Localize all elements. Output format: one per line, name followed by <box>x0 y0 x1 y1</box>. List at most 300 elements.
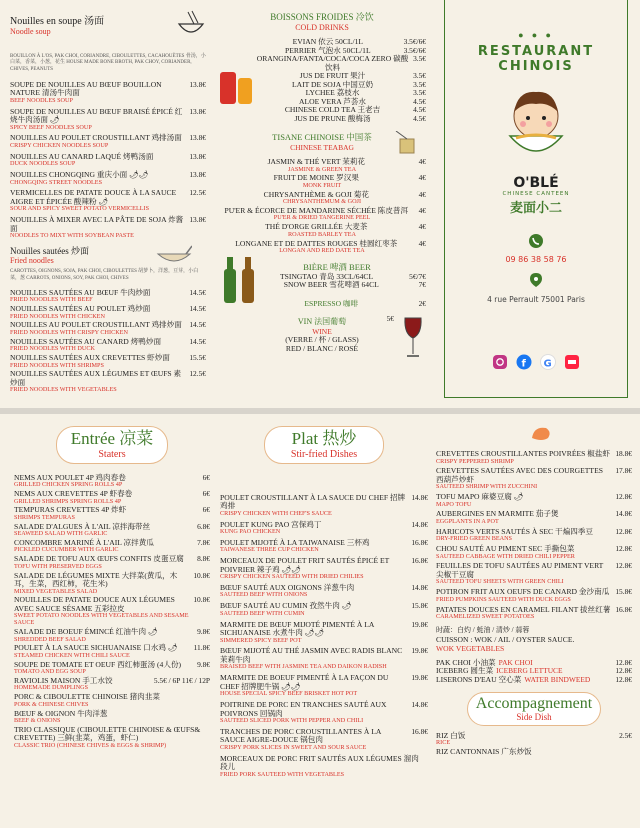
item-name: VERMICELLES DE PATATE DOUCE À LA SAUCE AIGRE ET ÉPICÉE 酸辣粉 🌶 <box>10 188 177 206</box>
item-english-name: PAK CHOI <box>498 657 533 667</box>
brand-line2: CHINOIS <box>498 59 574 74</box>
fried-noodles-item <box>10 338 206 353</box>
item-price: 18.8€ <box>615 449 632 458</box>
item-name: JUS DE FRUIT 果汁 <box>299 71 366 80</box>
item-price: 14.8€ <box>411 582 428 592</box>
soda-cans-icon <box>218 68 258 108</box>
item-english-name: TOMATO AND EGG SOUP <box>14 668 86 676</box>
noodle-soup-title: Nouilles en soupe 汤面 <box>10 16 105 27</box>
starter-item <box>14 539 210 554</box>
starter-item <box>14 490 210 505</box>
item-name: FEUILLES DE TOFU SAUTÉES AU PIMENT VERT 尖椒干豆腐 <box>436 561 604 579</box>
item-name: CHRYSANTHÈME & GOJI 菊花 <box>263 189 369 199</box>
item-english-name: CLASSIC TRIO (CHINESE CHIVES & EGGS & SHRIMP) <box>14 741 167 749</box>
item-name: MORCEAUX DE PORC FRIT SAUTÉS AUX LÉGUMES 溜肉段儿 <box>220 753 419 772</box>
item-row <box>14 572 210 589</box>
stirfried-badge <box>264 426 384 464</box>
item-row <box>256 55 426 72</box>
item-english-name: SOUR AND SPICY SWEET POTATO VERMICELLIS <box>10 205 150 213</box>
item-price: 14.5€ <box>189 320 206 330</box>
item-price: 13.8€ <box>189 106 206 116</box>
item-english-name: MIXED VEGETABLES SALAD <box>14 587 98 595</box>
fried-noodles-desc: CAROTTES, OIGNONS, SOJA, PAK CHOI, CIBOULETTES 胡萝卜，洋葱，豆芽，小白菜，葱 CARROTS, ONIONS, SOY, PAK CHOI, CHIVES <box>10 269 199 281</box>
stirfried-list <box>220 494 428 779</box>
item-name: JUS DE PRUNE 酸梅汤 <box>294 113 371 123</box>
item-name: ICEBERG 圆生菜 ICEBERG LETTUCE <box>436 666 563 676</box>
item-english-name: MAPO TOFU <box>436 500 472 508</box>
brand-column <box>444 0 628 408</box>
teabag-icon <box>392 131 420 157</box>
fried-noodles-item <box>10 305 206 320</box>
svg-text:f: f <box>521 358 526 370</box>
item-row <box>248 281 426 290</box>
item-english-name: SAUTEED SHRIMP WITH ZUCCHINI <box>436 483 538 491</box>
item-name: POULET MIJOTÉ À LA TAIWANAISE 三杯鸡 <box>220 537 370 547</box>
noodle-soup-desc: BOUILLON À L'OS, PAK CHOI, CORIANDRE, CIBOULETTES, CACAHOUÈTES 骨汤，小白菜，香菜，小葱，花生 HOUSE MADE BONE BROTH, PAK CHOY, CORIANDER, CHIVES, PEANUTS <box>10 54 206 72</box>
espresso-name: ESPRESSO 咖啡 <box>304 298 359 308</box>
brand-dots: ● ● ● <box>518 30 554 40</box>
item-name: TSINGTAO 青岛 33CL/64CL <box>280 271 374 281</box>
item-name: NOUILLES SAUTÉES AUX LÉGUMES ET ŒUFS 素炒面 <box>10 369 182 387</box>
cold-drink-item <box>256 115 426 124</box>
item-name: PAK CHOI 小油菜 PAK CHOI <box>436 657 533 667</box>
item-price: 11.8€ <box>193 643 210 653</box>
item-price: 13.8€ <box>189 133 206 143</box>
item-price: 6.8€ <box>197 521 210 531</box>
item-name: NOUILLES SAUTÉES AUX CREVETTES 虾炒面 <box>10 353 170 363</box>
wok-vegetables-list <box>436 659 632 685</box>
item-english-name: LONGAN AND RED DATE TEA <box>279 247 365 255</box>
noodle-soup-item <box>10 189 206 213</box>
item-row <box>436 748 632 757</box>
item-price: 12.8€ <box>615 526 632 536</box>
item-english-name: FRIED PUMPKINS SAUTEED WITH DUCK EGGS <box>436 595 571 603</box>
item-name: TOFU MAPO 麻婆豆腐 🌶 <box>436 492 524 502</box>
starter-item <box>14 555 210 570</box>
item-name: CONCOMBRE MARINÉ À L'AIL 凉拌黄瓜 <box>14 537 154 547</box>
noodle-soup-subtitle: Noodle soup <box>10 26 51 36</box>
fried-noodles-item <box>10 289 206 304</box>
item-english-name: GRILLED SHRIMPS SPRING ROLLS 4P <box>14 497 122 505</box>
right-dishes-list <box>436 450 632 621</box>
item-price: 13.8€ <box>189 170 206 179</box>
noodle-soup-item <box>10 134 206 149</box>
item-price: 12.8€ <box>615 674 632 684</box>
stirfried-item <box>220 539 428 554</box>
item-english-name: CARAMELIZED SWEET POTATOES <box>436 613 535 620</box>
brand-cn-name: 麦面小二 <box>509 200 562 215</box>
item-price: 6€ <box>202 472 210 482</box>
menu-page-dishes <box>0 414 640 828</box>
item-name: FRUIT DE MOINE 罗汉果 <box>273 173 359 183</box>
item-name: NOUILLES CHONGQING 重庆小面 🌶🌶 <box>10 170 149 179</box>
item-price: 16.8€ <box>615 604 632 614</box>
item-name: SOUPE DE TOMATE ET OEUF 西红柿蛋汤 (4人份) <box>14 659 182 669</box>
item-english-name: TOFU WITH PRESERVED EGGS <box>14 562 102 570</box>
item-price: 7€ <box>418 280 426 290</box>
address-text[interactable]: 4 rue Perrault 75001 Paris <box>487 295 585 304</box>
item-name: HARICOTS VERTS SAUTÉS À SEC 干煸四季豆 <box>436 526 593 536</box>
item-price: 16.8€ <box>411 537 428 547</box>
item-english-name: FRIED NOODLES WITH CRISPY CHICKEN <box>10 328 128 336</box>
teabag-title: TISANE CHINOISE 中国茶 <box>272 132 372 142</box>
noodle-column <box>10 0 206 408</box>
item-price: 13.8€ <box>189 215 206 225</box>
starter-item <box>14 677 210 692</box>
item-price: 7.8€ <box>197 537 210 547</box>
stirfried-item <box>220 557 428 581</box>
cold-drinks-subtitle: COLD DRINKS <box>295 23 349 32</box>
noodle-soup-item <box>10 216 206 240</box>
item-row <box>220 621 428 638</box>
phone-number[interactable]: 09 86 38 58 76 <box>505 255 567 264</box>
wok-cooking-fr: CUISSON : WOK / AIL / OYSTER SAUCE. <box>436 634 575 644</box>
item-name: MORCEAUX DE POULET FRIT SAUTÉS ÉPICÉ ET POIVRIER 辣子鸡 🌶🌶 <box>220 556 390 574</box>
wine-title: VIN 法国葡萄 <box>297 317 347 327</box>
item-price: 6€ <box>202 505 210 515</box>
item-row <box>14 596 210 613</box>
teabag-list <box>218 158 426 255</box>
item-name: BŒUF SAUTÉ AU CUMIN 孜然牛肉 🌶 <box>220 601 352 611</box>
item-row <box>220 728 428 745</box>
item-row <box>436 676 632 685</box>
right-dish-item <box>436 450 632 465</box>
wine-glass: (VERRE / 杯 / GLASS) <box>285 335 359 345</box>
item-row <box>220 647 428 664</box>
item-price: 5.5€ / 6P 11€ / 12P <box>153 675 210 685</box>
item-name: CREVETTES SAUTÉES AVEC DES COURGETTES 西葫芦炒虾 <box>436 466 603 484</box>
cold-drink-item <box>256 55 426 72</box>
item-name: RIZ CANTONNAIS 广东炒饭 <box>436 747 532 757</box>
item-name: LONGANE ET DE DATTES ROUGES 桂圆红枣茶 <box>235 238 398 248</box>
starter-item <box>14 726 210 750</box>
item-name: BŒUF & OIGNON 牛肉洋葱 <box>14 708 108 718</box>
stirfried-item <box>220 647 428 671</box>
starters-title: Entrée 凉菜 <box>70 429 154 448</box>
stirfried-subtitle: Stir-fried Dishes <box>290 448 358 460</box>
item-name: NOUILLES AU CANARD LAQUÉ 烤鸭汤面 <box>10 151 154 161</box>
item-price: 3.5€/6€ <box>403 45 426 55</box>
item-english-name: PICKLED CUCUMBER WITH GARLIC <box>14 546 119 554</box>
item-price: 3.5€ <box>413 88 426 97</box>
item-price: 16.8€ <box>411 726 428 736</box>
item-english-name: HOUSE SPECIAL SPICY BEEF BRISKET HOT POT <box>220 690 358 698</box>
svg-text:G: G <box>543 358 552 370</box>
side-dish-item <box>436 732 632 747</box>
item-name: NOUILLES AU POULET CROUSTILLANT 鸡排炒面 <box>10 320 182 330</box>
item-english-name: CHONGQING STREET NOODLES <box>10 178 103 186</box>
item-row <box>10 81 206 98</box>
item-english-name: SAUTEED CABBAGE WITH DRIED CHILI PEPPER <box>436 552 575 560</box>
item-price: 8.8€ <box>197 554 210 564</box>
noodle-soup-item <box>10 153 206 168</box>
item-row <box>10 216 206 233</box>
item-row <box>436 562 632 579</box>
item-price: 2.5€ <box>619 730 632 740</box>
wok-vegetables-subtitle: WOK VEGETABLES <box>436 643 505 653</box>
item-english-name: SPICY BEEF NOODLES SOUP <box>10 123 92 131</box>
side-dish-item <box>436 748 632 757</box>
right-dish-item <box>436 467 632 491</box>
item-price: 12.5€ <box>189 369 206 379</box>
stirfried-item <box>220 728 428 752</box>
item-name: BŒUF MIJOTÉ AU THÉ JASMIN AVEC RADIS BLANC 茉莉牛肉 <box>220 646 403 664</box>
item-english-name: SAUTEED BEEF WITH CUMIN <box>220 609 305 617</box>
item-english-name: STEAMED CHICKEN WITH CHILI SAUCE <box>14 651 130 659</box>
fried-noodles-item <box>10 321 206 336</box>
item-name: NOUILLES SAUTÉES AU CANARD 烤鸭炒面 <box>10 336 162 346</box>
item-name: POULET KUNG PAO 宫保鸡丁 <box>220 519 322 529</box>
item-name: MARMITE DE BŒUF MIJOTÉ PIMENTÉ À LA SICHUANAISE 水煮牛肉 🌶🌶 <box>220 619 374 638</box>
right-dishes-column <box>436 414 632 828</box>
right-dish-item <box>436 588 632 603</box>
wok-vegetables-block <box>436 625 632 685</box>
side-dish-list <box>436 732 632 757</box>
item-english-name: DUCK NOODLES SOUP <box>10 160 76 168</box>
right-dish-item <box>436 528 632 543</box>
item-english-name: TAIWANESE THREE CUP CHICKEN <box>220 546 319 554</box>
item-name: SNOW BEER 雪花啤酒 64CL <box>283 280 379 290</box>
item-price: 3.5€ <box>413 71 426 80</box>
item-name: SALADE D'ALGUES À L'AIL 凉拌海带丝 <box>14 521 151 531</box>
item-price: 19.8€ <box>411 646 428 656</box>
right-dish-item <box>436 493 632 508</box>
item-price: 3.5€ <box>413 54 426 63</box>
item-price: 12.5€ <box>189 188 206 198</box>
item-english-name: FRIED NOODLES WITH VEGETABLES <box>10 386 117 394</box>
wine-price: 5€ <box>386 314 394 324</box>
side-dish-badge <box>467 692 601 725</box>
item-row <box>436 467 632 484</box>
item-row <box>220 755 428 772</box>
item-english-name: FRIED NOODLES WITH CHICKEN <box>10 312 105 320</box>
cold-drinks-title: BOISSONS FROIDES 冷饮 <box>270 12 374 22</box>
wok-veg-item <box>436 676 632 685</box>
item-english-name: CHRYSANTHEMUM & GOJI <box>282 198 362 206</box>
item-price: 6€ <box>202 489 210 498</box>
item-english-name: PU'ER & DRIED TANGERINE PEEL <box>273 214 371 222</box>
item-name: PORC & CIBOULETTE CHINOISE 猪肉韭菜 <box>14 692 160 702</box>
item-english-name: CRISPY CHICKEN SAUTEED WITH DRIED CHILIES <box>220 573 364 581</box>
item-price: 15.8€ <box>615 587 632 597</box>
item-price: 14.8€ <box>411 519 428 529</box>
noodle-soup-item <box>10 81 206 105</box>
item-english-name: CRISPY CHICKEN NOODLES SOUP <box>10 141 109 149</box>
item-name: TEMPURAS CREVETTES 4P 炸虾 <box>14 505 127 515</box>
starters-badge <box>56 426 169 464</box>
fried-noodles-subtitle: Fried noodles <box>10 256 54 266</box>
item-price: 4.5€ <box>413 96 426 106</box>
item-english-name: SAUTEED SLICED PORK WITH PEPPER AND CHILI <box>220 717 364 724</box>
item-price: 5€/7€ <box>409 271 426 281</box>
stirfried-item <box>220 494 428 518</box>
item-row <box>436 732 632 741</box>
item-price: 4€ <box>418 238 426 248</box>
item-price: 14.8€ <box>411 492 428 502</box>
fried-noodles-title: Nouilles sautées 炒面 <box>10 245 89 256</box>
item-name: PERRIER 气泡水 50CL/1L <box>284 45 371 55</box>
item-english-name: SIMMERED SPICY BEEF POT <box>220 636 302 644</box>
item-price: 14.8€ <box>411 700 428 709</box>
stirfried-title: Plat 热炒 <box>291 429 357 448</box>
item-english-name: SAUTEED BEEF WITH ONIONS <box>220 591 308 599</box>
item-english-name: BRAISED BEEF WITH JASMINE TEA AND DAIKON RADISH <box>220 663 387 671</box>
starter-item <box>14 523 210 538</box>
noodle-soup-item <box>10 108 206 132</box>
starter-item <box>14 572 210 596</box>
starter-item <box>14 644 210 659</box>
item-name: THÉ D'ORGE GRILLÉE 大麦茶 <box>265 222 368 232</box>
stirfried-item <box>220 584 428 599</box>
item-row <box>10 370 206 387</box>
item-name: SALADE DE TOFU AUX ŒUFS CONFITS 皮蛋豆腐 <box>14 554 184 564</box>
fried-noodles-item <box>10 354 206 369</box>
item-name: NOUILLES SAUTÉES AU POULET 鸡炒面 <box>10 304 151 314</box>
item-english-name: SHRIMPS TEMPURAS <box>14 513 75 521</box>
item-row <box>220 494 428 511</box>
item-price: 15.5€ <box>189 353 206 363</box>
item-price: 12.8€ <box>615 544 632 554</box>
right-dish-item <box>436 606 632 621</box>
item-price: 12.8€ <box>615 492 632 502</box>
item-english-name: CRISPY PORK SLICES IN SWEET AND SOUR SAUCE <box>220 743 367 751</box>
item-price: 4€ <box>418 173 426 183</box>
stirfried-item <box>220 674 428 698</box>
item-english-name: CRISPY PEPPERED SHRIMP <box>436 457 514 465</box>
beer-title: BIÈRE 啤酒 BEER <box>303 261 371 272</box>
noodle-bowl-icon <box>176 10 206 38</box>
wok-noodles-icon <box>156 244 192 266</box>
item-english-name: EGGPLANTS IN A POT <box>436 517 499 525</box>
item-english-name: GRILLED CHICKEN SPRING ROLLS 4P <box>14 481 123 489</box>
item-english-name: NOODLES TO MIXT WITH SOYBEAN PASTE <box>10 232 134 240</box>
item-english-name: SHREDDED BEEF SALAD <box>14 635 86 643</box>
starter-item <box>14 474 210 489</box>
item-name: BŒUF SAUTÉ AUX OIGNONS 洋葱牛肉 <box>220 582 355 592</box>
starters-subtitle: Staters <box>98 448 126 460</box>
item-row <box>220 674 428 691</box>
item-english-name: FRIED NOODLES WITH SHRIMPS <box>10 361 104 369</box>
item-name: TRIO CLASSIQUE (CIBOULETTE CHINOISE & ŒUFS& CREVETTE) 三鲜(韭菜，鸡蛋，虾仁) <box>14 724 201 743</box>
stirfried-item <box>220 521 428 536</box>
item-name: NOUILLES SAUTÉES AU BŒUF 牛肉炒面 <box>10 287 151 297</box>
wine-colors: RED / BLANC / ROSÉ <box>285 343 359 353</box>
right-dish-item <box>436 545 632 560</box>
starter-item <box>14 661 210 676</box>
item-price: 19.8€ <box>411 619 428 629</box>
item-price: 14.8€ <box>615 509 632 519</box>
shrimp-icon <box>528 424 554 444</box>
item-price: 17.8€ <box>615 466 632 476</box>
item-name: SALADE DE LÉGUMES MIXTE 大拌菜(黄瓜，木耳，生菜，西红柿，花生米) <box>14 570 178 589</box>
stirfried-item <box>220 621 428 645</box>
item-english-name: FRIED PORK SAUTEED WITH VEGETABLES <box>220 770 345 778</box>
stirfried-column <box>220 414 428 828</box>
item-price: 9.8€ <box>197 659 210 669</box>
item-english-name: RICE <box>436 739 451 747</box>
beer-bottles-icon <box>220 255 260 305</box>
stirfried-item <box>220 755 428 779</box>
item-english-name: HOMEMADE DUMPLINGS <box>14 684 89 692</box>
item-name: LISERONS D'EAU 空心菜 WATER BINDWEED <box>436 674 591 684</box>
item-name: EVIAN 依云 50CL/1L <box>292 37 364 46</box>
item-name: NOUILLES AU POULET CROUSTILLANT 鸡排汤面 <box>10 133 182 143</box>
item-row <box>220 701 428 718</box>
item-english-name: MONK FRUIT <box>302 181 342 189</box>
item-name: POULET CROUSTILLANT À LA SAUCE DU CHEF 招牌鸡排 <box>220 492 406 511</box>
item-english-name: CRISPY CHICKEN WITH CHEF'S SAUCE <box>220 509 332 517</box>
brand-line1: RESTAURANT <box>477 44 595 59</box>
item-english-name: BEEF NOODLES SOUP <box>10 96 73 104</box>
item-english-name: DRY-FRIED GREEN BEANS <box>436 535 512 543</box>
item-name: JASMIN & THÉ VERT 茉莉花 <box>267 157 366 166</box>
item-name: RAVIOLIS MAISON 手工水饺 <box>14 675 113 685</box>
tea-item <box>218 240 426 255</box>
starter-item <box>14 628 210 643</box>
item-english-name: SAUTEED TOFU SHEETS WITH GREEN CHILI <box>436 578 564 586</box>
item-name: ORANGINA/FANTA/COCA/COCA ZERO 碳酸饮料 <box>256 54 409 72</box>
stirfried-item <box>220 701 428 725</box>
noodle-soup-list <box>10 81 206 240</box>
item-price: 4€ <box>418 222 426 232</box>
starter-item <box>14 693 210 708</box>
drinks-column <box>218 0 426 408</box>
noodle-soup-item <box>10 171 206 186</box>
item-name: NEMS AUX CREVETTES 4P 虾春卷 <box>14 489 133 498</box>
item-name: POTIRON FRIT AUX OEUFS DE CANARD 金沙南瓜 <box>436 587 610 597</box>
item-name: NOUILLES À MIXER AVEC LA PÂTE DE SOJA 炸酱面 <box>10 215 184 233</box>
item-english-name: FRIED NOODLES WITH DUCK <box>10 345 95 353</box>
item-english-name: KUNG PAO CHICKEN <box>220 528 281 535</box>
item-price: 4.5€ <box>413 113 426 123</box>
brand-name: O'BLÉ <box>513 175 559 191</box>
tea-item <box>218 223 426 238</box>
item-name: PU'ER & ÉCORCE DE MANDARINE SÉCHÉE 陈皮普洱 <box>224 205 409 215</box>
item-name: SALADE DE BOEUF ÉMINCÉ 红油牛肉 🌶 <box>14 627 158 636</box>
tea-item <box>218 174 426 189</box>
item-name: POITRINE DE PORC EN TRANCHES SAUTÉ AUX POIVRONS 回锅肉 <box>220 700 387 718</box>
right-dish-item <box>436 562 632 586</box>
item-row <box>10 189 206 206</box>
item-price: 19.8€ <box>411 673 428 683</box>
espresso-price: 2€ <box>418 298 426 308</box>
item-price: 13.8€ <box>189 151 206 161</box>
item-price: 14.5€ <box>189 304 206 314</box>
item-name: AUBERGINES EN MARMITE 茄子煲 <box>436 509 559 519</box>
item-name: LAIT DE SOJA 中国豆奶 <box>291 79 374 89</box>
item-name: SOUPE DE NOUILLES AU BŒUF BOUILLON NATURE 清汤牛肉面 <box>10 79 162 98</box>
item-name: POULET À LA SAUCE SICHUANAISE 口水鸡 🌶 <box>14 643 178 653</box>
item-english-name: ROASTED BARLEY TEA <box>287 230 357 238</box>
item-price: 12.8€ <box>615 657 632 667</box>
item-name: RIZ 白饭 <box>436 730 466 740</box>
item-name: NOUILLES DE PATATE DOUCE AUX LÉGUMES AVEC SAUCE SÉSAME 五彩拉皮 <box>14 595 175 613</box>
item-price: 14.5€ <box>189 336 206 346</box>
item-name: MARMITE DE BOEUF PIMENTÉ À LA FAÇON DU CHEF 招牌肥牛锅 🌶🌶 <box>220 673 389 691</box>
item-name: NEMS AUX POULET 4P 鸡肉春卷 <box>14 472 126 482</box>
fried-noodles-list <box>10 289 206 394</box>
fried-noodles-item <box>10 370 206 394</box>
item-name: TRANCHES DE PORC CROUSTILLANTES À LA SAUCE AIGRE-DOUCE 锅包肉 <box>220 726 381 745</box>
item-price: 10.8€ <box>193 570 210 580</box>
item-row <box>10 108 206 125</box>
item-price: 4€ <box>418 205 426 215</box>
item-english-name: FRIED NOODLES WITH BEEF <box>10 296 93 304</box>
starters-list <box>14 474 210 750</box>
wok-cooking-cn: 时蔬：白灼 / 蚝油 / 清炒 / 蒜蓉 <box>436 625 530 634</box>
item-english-name: SWEET POTATO NOODLES WITH VEGETABLES AND SESAME SAUCE <box>14 612 189 627</box>
menu-page-drinks-noodles <box>0 0 640 408</box>
